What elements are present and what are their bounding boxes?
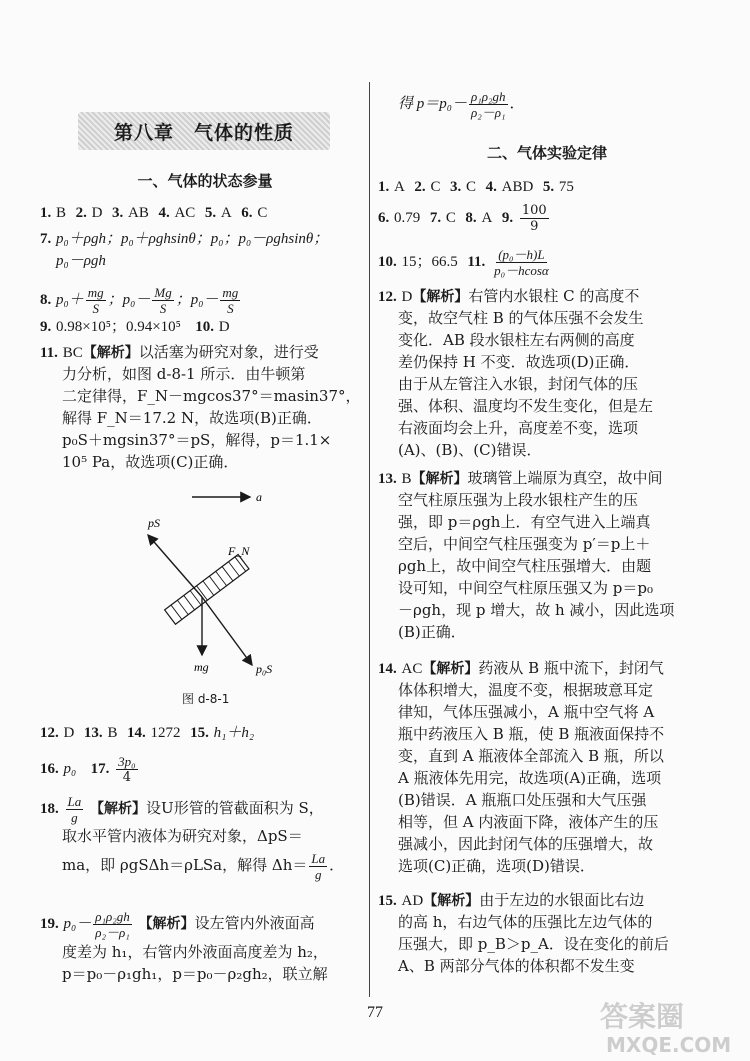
q13-line-3: 强，即 p＝ρgh上．有空气进入上端真	[398, 513, 651, 531]
answer-text: p₀＋	[56, 292, 84, 308]
denominator: 4	[122, 769, 131, 785]
numerator: La	[67, 793, 82, 809]
answer-row-r10-11	[378, 244, 553, 279]
q14-line-8: 相等，但 A 内液面下降，液体产生的压	[398, 813, 659, 831]
explanation-text: 设U形管的管截面积为 S，	[146, 799, 324, 817]
explanation-text: ma，即 ρgSΔh＝ρLSa，解得 Δh＝	[62, 856, 308, 874]
q-number: 2.	[414, 179, 426, 195]
answer: D	[91, 205, 103, 221]
fraction	[152, 285, 173, 316]
fraction	[93, 909, 132, 940]
answer: AC	[401, 661, 423, 677]
q11-line-2: 力分析，如图 d-8-1 所示．由牛顿第	[62, 365, 306, 383]
q14-line-4: 瓶中药液压入 B 瓶，使 B 瓶液面保持不	[398, 725, 665, 743]
denominator: ρ₂－ρ₁	[95, 924, 130, 940]
q-number: 2.	[75, 205, 87, 221]
q19-line-2: 度差为 h₁，右管内外液面高度差为 h₂，	[62, 943, 328, 961]
denominator: 9	[530, 218, 539, 234]
q13-line-6: 设可知，中间空气柱原压强又为 p＝p₀	[398, 579, 653, 597]
answer-row-12-15	[40, 722, 254, 743]
answer-text: ；p₀－	[107, 292, 151, 308]
q-number: 3.	[112, 205, 124, 221]
answer-text: ；p₀－	[175, 292, 219, 308]
q12-line-8: (A)、(B)、(C)错误．	[398, 441, 542, 459]
q14-line-10: 选项(C)正确，选项(D)错误．	[398, 857, 595, 875]
q-number: 5.	[204, 205, 217, 221]
denominator: S	[92, 300, 99, 316]
answer: BC	[62, 345, 83, 361]
q11-line-4: 解得 F_N＝17.2 N，故选项(B)正确．	[62, 409, 322, 427]
q-number: 18.	[40, 801, 59, 817]
q11-line-5: p₀S＋mgsin37°＝pS，解得，p＝1.1×	[62, 431, 332, 449]
q-number: 4.	[485, 179, 497, 195]
analysis-tag: 【解析】	[412, 289, 469, 305]
q-number: 3.	[450, 179, 462, 195]
answer: h₁＋h₂	[213, 725, 255, 741]
q-number: 10.	[378, 254, 397, 270]
fraction	[86, 285, 106, 316]
q-number: 13.	[378, 471, 397, 487]
denominator: g	[71, 809, 78, 825]
answer: D	[401, 289, 413, 305]
denominator: S	[159, 300, 167, 316]
answer-row-r6-9	[378, 200, 551, 235]
numerator: 100	[521, 202, 547, 218]
q11-line-6: 10⁵ Pa，故选项(C)正确．	[62, 453, 239, 471]
q13-line-8: (B)正确．	[398, 623, 466, 641]
numerator: mg	[87, 284, 104, 300]
label-a: a	[256, 490, 262, 504]
explanation-text: 设左管内外液面高	[194, 914, 315, 932]
q18-line-3	[62, 848, 344, 882]
analysis-tag: 【解析】	[82, 345, 139, 361]
chapter-title: 第八章 气体的性质	[113, 121, 294, 144]
answer: AB	[128, 205, 149, 221]
q14-line-5: 变，直到 A 瓶液体全部流入 B 瓶，所以	[398, 747, 664, 765]
q14-line-3: 律知，气体压强减小，A 瓶中空气将 A	[398, 703, 655, 721]
numerator: mg	[222, 284, 239, 300]
q-number: 10.	[195, 319, 214, 335]
q-number: 1.	[40, 205, 52, 221]
q19-continuation	[398, 86, 525, 121]
explanation-text: 右管内水银柱 C 的高度不	[468, 287, 640, 305]
q-number: 19.	[40, 916, 59, 932]
denominator: g	[315, 866, 322, 882]
answer: ABD	[501, 179, 534, 195]
answer: B	[56, 205, 67, 221]
answer: C	[445, 210, 456, 226]
q-number: 11.	[40, 345, 58, 361]
figure-caption: 图 d-8-1	[182, 692, 230, 706]
q-number: 7.	[40, 231, 52, 247]
explanation-text: ．	[329, 856, 345, 874]
fraction	[66, 794, 84, 825]
q18-line-2: 取水平管内液体为研究对象，ΔpS＝	[62, 827, 303, 845]
answer: 75	[558, 179, 574, 195]
q19-line-1	[40, 906, 315, 941]
q14-line-1	[378, 658, 664, 679]
answer: p₀	[63, 761, 77, 777]
answer-text: ．	[509, 94, 525, 112]
explanation-text: 由于左边的水银面比右边	[479, 891, 645, 909]
q-number: 13.	[83, 725, 103, 741]
fraction	[520, 203, 549, 234]
answer: AC	[174, 205, 196, 221]
q14-line-2: 体体积增大，温度不变，根据玻意耳定	[398, 681, 654, 699]
answer: C	[257, 205, 268, 221]
analysis-tag: 【解析】	[423, 893, 480, 909]
q18-line-1	[40, 792, 324, 825]
q14-line-6: A 瓶液体先用完，故选项(A)正确，选项	[398, 769, 662, 787]
q-number: 15.	[190, 725, 209, 741]
q-number: 12.	[378, 289, 397, 305]
answer: B	[401, 471, 412, 487]
q15-line-2: 的高 h，右边气体的压强比左边气体的	[398, 913, 653, 931]
denominator: ρ₂－ρ₁	[470, 104, 506, 120]
pS-arrow	[148, 535, 202, 597]
q-number: 16.	[40, 761, 59, 777]
q15-line-1	[378, 890, 644, 911]
fraction	[220, 285, 240, 316]
answer: A	[394, 179, 405, 195]
answer: C	[466, 179, 477, 195]
answer: AD	[401, 893, 424, 909]
label-FN: F_N	[228, 544, 250, 558]
q15-line-3: 压强大，即 p_B＞p_A．设在变化的前后	[398, 935, 669, 953]
watermark-url: MXQE.COM	[606, 1033, 732, 1057]
section-heading-gas-laws: 二、气体实验定律	[486, 144, 607, 162]
answer-row-1-6	[40, 202, 267, 223]
piston	[165, 555, 249, 625]
q13-line-7: －ρgh，现 p 增大，故 h 减小，因此选项	[398, 601, 675, 619]
q12-line-6: 强、体积、温度均不发生变化，但是左	[398, 397, 654, 415]
p0S-arrow	[202, 597, 252, 665]
numerator: 3p₀	[118, 753, 136, 769]
q12-line-2: 变，故空气柱 B 的气体压强不会发生	[398, 309, 644, 327]
q14-line-7: (B)错误．A 瓶瓶口处压强和大气压强	[398, 791, 647, 809]
analysis-tag: 【解析】	[90, 801, 147, 817]
watermark-text: 答案圈	[600, 1000, 685, 1033]
q13-line-2: 空气柱原压强为上段水银柱产生的压	[398, 491, 639, 509]
q-number: 4.	[158, 205, 170, 221]
answer-text: 得 p＝p₀－	[398, 96, 467, 112]
q-number: 5.	[542, 179, 555, 195]
analysis-tag: 【解析】	[138, 916, 195, 932]
watermark-logo	[596, 996, 746, 1058]
answer-row-r1-5	[378, 176, 574, 197]
q13-line-5: ρgh上，故中间空气柱压强增大．由题	[398, 557, 652, 575]
q12-line-4: 差仍保持 H 不变．故选项(D)正确．	[398, 353, 640, 371]
answer: D	[218, 319, 230, 335]
answer: 15；66.5	[401, 254, 458, 270]
analysis-tag: 【解析】	[422, 661, 479, 677]
q-number: 6.	[378, 210, 390, 226]
answer-row-9-10	[40, 316, 230, 337]
denominator: p₀－hcosα	[494, 262, 549, 278]
answer-row-7	[40, 228, 328, 249]
q13-line-4: 空后，中间空气柱压强变为 p′＝p上＋	[398, 535, 651, 553]
fraction	[492, 247, 551, 278]
explanation-text: 药液从 B 瓶中流下，封闭气	[478, 659, 664, 677]
section-heading-state-params: 一、气体的状态参量	[137, 172, 273, 190]
answer-row-7-cont	[56, 250, 106, 271]
page-number: 77	[367, 1004, 383, 1021]
answer-text: 0.98×10⁵；0.94×10⁵	[56, 319, 181, 335]
q12-line-3: 变化．AB 段水银柱左右两侧的高度	[398, 331, 635, 349]
numerator: La	[311, 850, 326, 866]
q-number: 14.	[127, 725, 146, 741]
chapter-banner	[78, 112, 330, 150]
q13-line-1	[378, 468, 663, 489]
q-number: 15.	[378, 893, 397, 909]
q-number: 9.	[501, 210, 514, 226]
q14-line-9: 强减小，因此封闭气体的压强增大，故	[398, 835, 654, 853]
answer: 0.79	[394, 210, 421, 226]
q11-line-3: 二定律得，F_N－mgcos37°＝masin37°，	[62, 387, 361, 405]
q-number: 1.	[378, 179, 390, 195]
answer: A	[481, 210, 493, 226]
explanation-text: 以活塞为研究对象，进行受	[138, 343, 319, 361]
q-number: 9.	[40, 319, 52, 335]
q-number: 11.	[467, 254, 486, 270]
label-p0S: p₀S	[256, 662, 273, 676]
q12-line-1	[378, 286, 639, 307]
q12-line-5: 由于从左管注入水银，封闭气体的压	[398, 375, 639, 393]
answer: C	[430, 179, 441, 195]
numerator: ρ₁ρ₂gh	[95, 908, 130, 924]
answer-row-8	[40, 282, 242, 317]
fraction	[309, 851, 327, 882]
answer-text: p₀－	[63, 916, 92, 932]
answer-row-16-17	[40, 752, 140, 785]
numerator: Mg	[154, 284, 172, 300]
q19-line-3: p＝p₀－ρ₁gh₁，p＝p₀－ρ₂gh₂，联立解	[62, 965, 328, 983]
q11-line-1	[40, 342, 319, 363]
answer: B	[107, 725, 118, 741]
fraction	[469, 89, 508, 120]
q-number: 6.	[241, 205, 253, 221]
answer: A	[220, 205, 232, 221]
q-number: 8.	[40, 292, 52, 308]
fraction	[116, 754, 138, 785]
numerator: (p₀－h)L	[498, 246, 545, 262]
analysis-tag: 【解析】	[411, 471, 468, 487]
label-pS: pS	[148, 516, 160, 530]
denominator: S	[227, 300, 234, 316]
answer: 1272	[150, 725, 181, 741]
q-number: 8.	[465, 210, 477, 226]
q-number: 17.	[90, 761, 110, 777]
force-diagram	[130, 485, 290, 685]
answer: D	[63, 725, 75, 741]
q12-line-7: 右液面均会上升，高度差不变，选项	[398, 419, 639, 437]
answer-text: p₀－ρgh	[56, 253, 106, 269]
q-number: 12.	[40, 725, 59, 741]
column-divider	[369, 82, 370, 997]
label-mg: mg	[194, 660, 209, 674]
answer-text: p₀＋ρgh；p₀＋ρghsinθ；p₀；p₀－ρghsinθ；	[56, 231, 329, 247]
explanation-text: 玻璃管上端原为真空，故中间	[467, 469, 663, 487]
q15-line-4: A、B 两部分气体的体积都不发生变	[398, 957, 635, 975]
q-number: 7.	[429, 210, 442, 226]
q-number: 14.	[378, 661, 397, 677]
numerator: ρ₁ρ₂gh	[470, 88, 506, 104]
